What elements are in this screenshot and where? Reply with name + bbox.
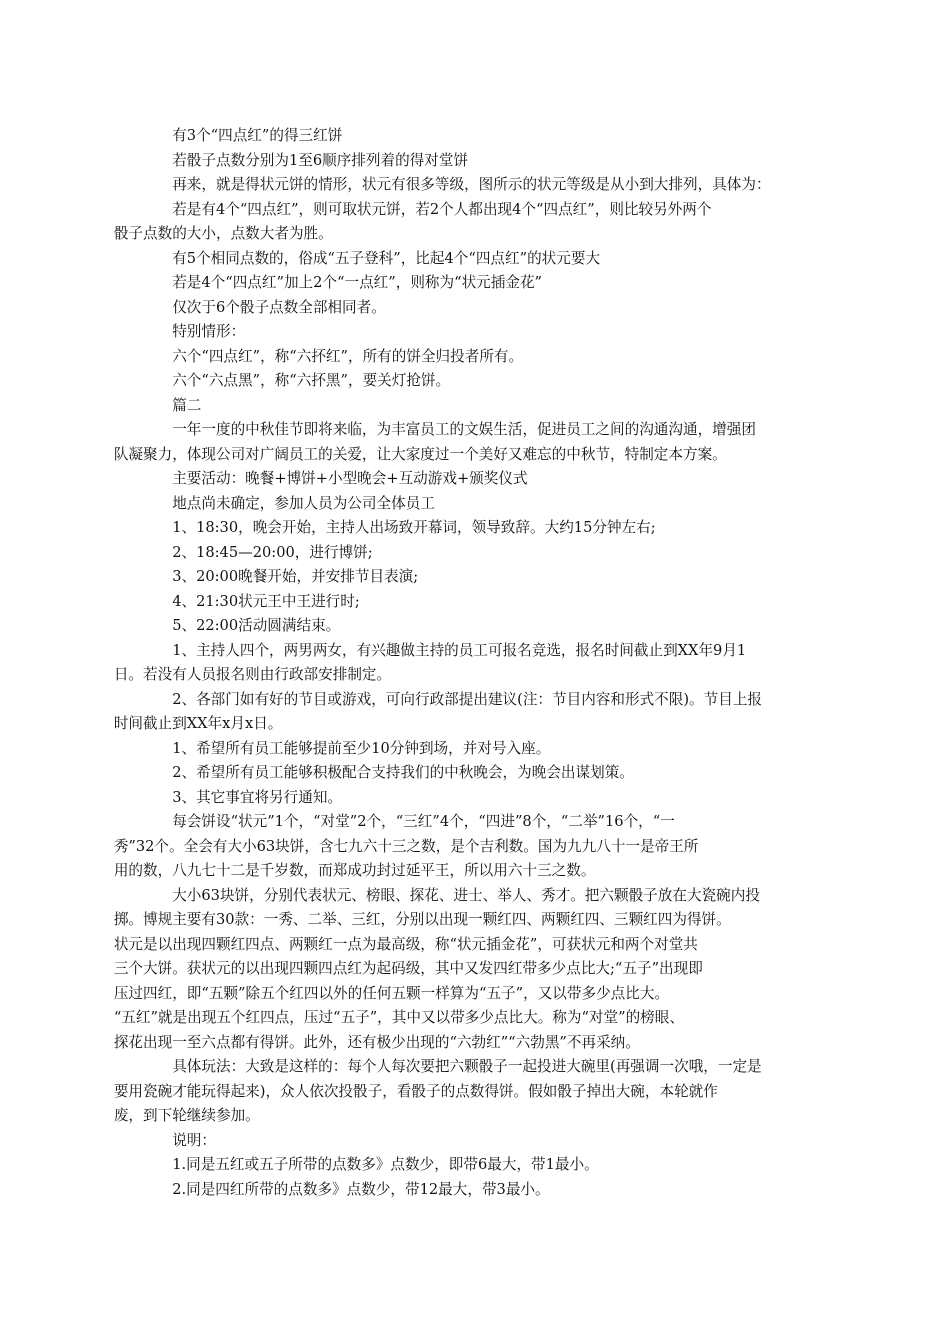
- paragraph: [113, 810, 815, 884]
- paragraph: [113, 639, 815, 688]
- text-line: 废，到下轮继续参加。: [113, 1107, 260, 1124]
- text-line: 状元是以出现四颗红四点、两颗红一点为最高级，称“状元插金花”，可获状元和两个对堂共: [113, 935, 698, 953]
- paragraph: [143, 149, 815, 174]
- text-line: 2、18:45—20:00，进行博饼;: [172, 543, 373, 561]
- text-line: 地点尚未确定，参加人员为公司全体员工: [172, 494, 435, 512]
- paragraph: [143, 737, 815, 762]
- text-line: 掷。博规主要有30款：一秀、二举、三红，分别以出现一颗红四、两颗红四、三颗红四为得饼。: [113, 911, 731, 928]
- paragraph: [113, 688, 815, 737]
- paragraph: [143, 541, 815, 566]
- text-line: 3、其它事宜将另行通知。: [172, 788, 343, 806]
- text-line: “五红”就是出现五个红四点，压过“五子”，其中又以带多少点比大。称为“对堂”的榜眼、: [113, 1009, 684, 1026]
- text-line: 篇二: [172, 396, 202, 414]
- text-line: 仅次于6个骰子点数全部相同者。: [172, 298, 386, 316]
- text-line: 5、22:00活动圆满结束。: [172, 617, 341, 634]
- text-line: 骰子点数的大小，点数大者为胜。: [113, 225, 333, 242]
- paragraph: [143, 786, 815, 811]
- text-line: 1、主持人四个，两男两女，有兴趣做主持的员工可报名竞选，报名时间截止到XX年9月1: [172, 641, 747, 659]
- paragraph: [143, 345, 815, 370]
- paragraph: [143, 271, 815, 296]
- text-line: 日。若没有人员报名则由行政部安排制定。: [113, 666, 392, 683]
- paragraph: [143, 761, 815, 786]
- paragraph: [143, 369, 815, 394]
- paragraph: [143, 394, 815, 419]
- text-line: 说明：: [172, 1131, 216, 1149]
- text-line: 2、希望所有员工能够积极配合支持我们的中秋晚会，为晚会出谋划策。: [172, 764, 634, 781]
- text-line: 具体玩法：大致是这样的：每个人每次要把六颗骰子一起投进大碗里(再强调一次哦，一定是: [172, 1058, 762, 1075]
- text-line: 再来，就是得状元饼的情形，状元有很多等级，图所示的状元等级是从小到大排列，具体为：: [172, 176, 771, 193]
- text-line: 有3个“四点红”的得三红饼: [172, 127, 343, 144]
- text-line: 若是4个“四点红”加上2个“一点红”，则称为“状元插金花”: [172, 274, 542, 291]
- paragraph: [143, 247, 815, 272]
- text-line: 秀”32个。全会有大小63块饼，含七九六十三之数，是个吉利数。国为九九八十一是帝王所: [113, 837, 699, 855]
- text-line: 特别情形：: [172, 323, 246, 340]
- text-line: 2、各部门如有好的节目或游戏，可向行政部提出建议(注：节目内容和形式不限)。节目上报: [172, 690, 763, 708]
- text-line: 探花出现一至六点都有得饼。此外，还有极少出现的“六勃红”“六勃黑”不再采纳。: [113, 1033, 640, 1051]
- text-line: 每会饼设“状元”1个，“对堂”2个，“三红”4个，“四进”8个，“二举”16个，“一: [172, 813, 675, 830]
- text-line: 要用瓷碗才能玩得起来)，众人依次投骰子，看骰子的点数得饼。假如骰子掉出大碗，本轮就作: [113, 1082, 718, 1100]
- text-line: 1、希望所有员工能够提前至少10分钟到场，并对号入座。: [172, 739, 551, 757]
- text-line: 用的数，八九七十二是千岁数，而郑成功封过延平王，所以用六十三之数。: [113, 862, 596, 879]
- paragraph: [143, 320, 815, 345]
- paragraph: [143, 1129, 815, 1154]
- paragraph: [143, 516, 815, 541]
- text-line: 压过四红，即“五颗”除五个红四以外的任何五颗一样算为“五子”，又以带多少点比大。: [113, 984, 670, 1002]
- text-line: 大小63块饼，分别代表状元、榜眼、探花、进士、举人、秀才。把六颗骰子放在大瓷碗内投: [172, 886, 760, 904]
- text-line: 3、20:00晚餐开始，并安排节目表演;: [172, 568, 419, 585]
- paragraph: [143, 565, 815, 590]
- text-line: 1.同是五红或五子所带的点数多》点数少，即带6最大，带1最小。: [172, 1156, 599, 1173]
- text-line: 4、21:30状元王中王进行时;: [172, 592, 360, 610]
- paragraph: [143, 1178, 815, 1203]
- paragraph: [113, 1055, 815, 1129]
- paragraph: [143, 492, 815, 517]
- text-line: 1、18:30，晚会开始，主持人出场致开幕词，领导致辞。大约15分钟左右;: [172, 519, 656, 536]
- text-line: 六个“四点红”，称“六抔红”，所有的饼全归投者所有。: [172, 347, 524, 365]
- paragraph: [143, 590, 815, 615]
- text-line: 若是有4个“四点红”，则可取状元饼，若2个人都出现4个“四点红”，则比较另外两个: [172, 200, 712, 218]
- text-line: 三个大饼。获状元的以出现四颗四点红为起码级，其中又发四红带多少点比大;“五子”出现即: [113, 960, 703, 977]
- text-line: 主要活动：晚餐+博饼+小型晚会+互动游戏+颁奖仪式: [172, 470, 528, 487]
- paragraph: [113, 884, 815, 1056]
- paragraph: [113, 418, 815, 467]
- text-line: 若骰子点数分别为1至6顺序排列着的得对堂饼: [172, 151, 469, 169]
- text-line: 一年一度的中秋佳节即将来临，为丰富员工的文娱生活，促进员工之间的沟通沟通，增强团: [172, 421, 756, 438]
- document-body: [113, 124, 815, 1202]
- text-line: 队凝聚力，体现公司对广阔员工的关爱，让大家度过一个美好又难忘的中秋节，特制定本方案。: [113, 445, 727, 463]
- paragraph: [143, 614, 815, 639]
- paragraph: [143, 1153, 815, 1178]
- paragraph: [113, 198, 815, 247]
- paragraph: [143, 467, 815, 492]
- paragraph: [143, 296, 815, 321]
- paragraph: [143, 124, 815, 149]
- text-line: 时间截止到XX年x月x日。: [113, 715, 283, 732]
- paragraph: [143, 173, 815, 198]
- text-line: 2.同是四红所带的点数多》点数少，带12最大，带3最小。: [172, 1180, 550, 1198]
- text-line: 有5个相同点数的，俗成“五子登科”，比起4个“四点红”的状元要大: [172, 249, 601, 267]
- text-line: 六个“六点黑”，称“六抔黑”，要关灯抢饼。: [172, 372, 451, 389]
